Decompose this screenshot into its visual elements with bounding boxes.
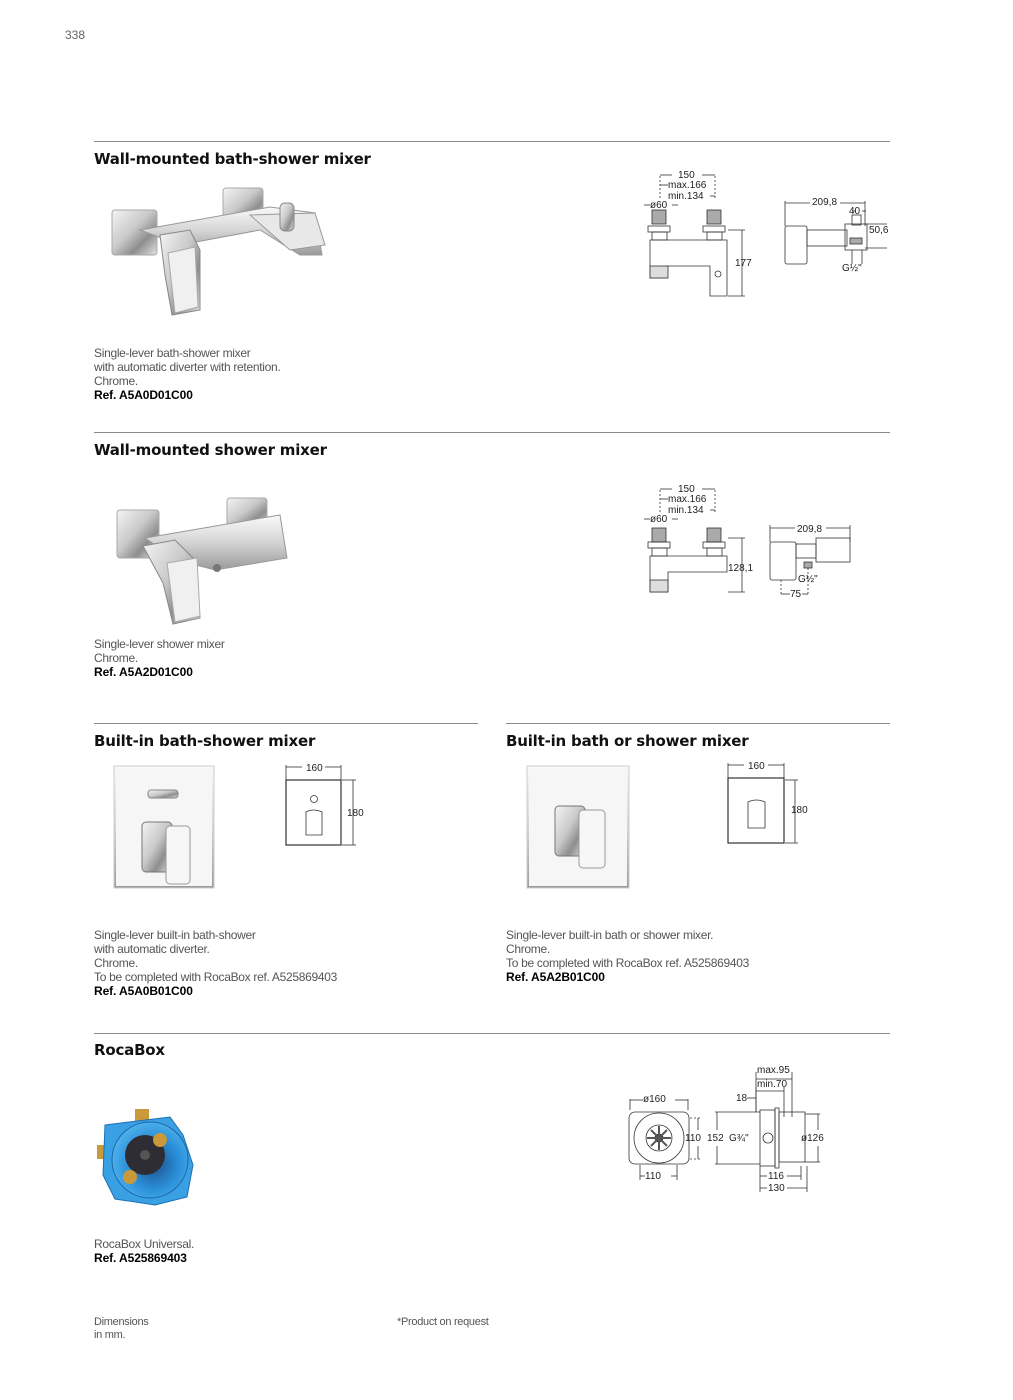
rocabox-image (95, 1105, 205, 1210)
dim-outlet: 75 (790, 589, 802, 600)
dim-inner-diameter: ø126 (801, 1133, 824, 1144)
desc-line: To be completed with RocaBox ref. A525869403 (94, 970, 337, 984)
builtin-bath-shower-image (110, 764, 220, 892)
dim-side-height: 110 (685, 1133, 701, 1144)
bath-shower-mixer-diagram (630, 168, 900, 300)
section-title: Wall-mounted bath-shower mixer (94, 150, 371, 168)
builtin-bath-shower-diagram (278, 760, 388, 855)
section-divider (94, 141, 890, 142)
dim-width: 150 (678, 484, 695, 495)
dim-diameter: ø60 (650, 514, 668, 525)
desc-line: Chrome. (506, 942, 550, 956)
dim-depth: 209,8 (797, 524, 823, 535)
product-ref: Ref. A5A0D01C00 (94, 388, 193, 402)
dim-min: min.134 (668, 505, 704, 516)
dim-height: 180 (791, 805, 808, 816)
page-number: 338 (65, 28, 86, 42)
product-description (506, 928, 846, 984)
desc-line: Single-lever bath-shower mixer (94, 346, 251, 360)
footer-line: Dimensions (94, 1316, 149, 1328)
footer-units (94, 1316, 148, 1342)
product-ref: Ref. A5A0B01C00 (94, 984, 193, 998)
dim-depth: 209,8 (812, 197, 838, 208)
dim-offset: 18 (736, 1093, 748, 1104)
section-divider (94, 432, 890, 433)
bath-shower-mixer-image (100, 175, 340, 320)
dim-thread: G½" (842, 263, 862, 274)
desc-line: To be completed with RocaBox ref. A525869403 (506, 956, 749, 970)
builtin-bath-or-shower-image (525, 764, 635, 892)
section-divider (94, 723, 478, 724)
desc-line: RocaBox Universal. (94, 1237, 194, 1251)
product-ref: Ref. A525869403 (94, 1251, 187, 1265)
product-description (94, 928, 414, 998)
dim-max: max.95 (757, 1065, 790, 1076)
desc-line: with automatic diverter with retention. (94, 360, 281, 374)
section-title: Wall-mounted shower mixer (94, 441, 327, 459)
dim-bottom-width: 110 (645, 1171, 661, 1182)
dim-height: 152 (707, 1133, 724, 1144)
dim-width: 160 (306, 763, 323, 774)
footer-line: in mm. (94, 1329, 126, 1341)
dim-min: min.70 (757, 1079, 788, 1090)
dim-depth1: 116 (768, 1171, 784, 1182)
desc-line: with automatic diverter. (94, 942, 210, 956)
section-divider (506, 723, 890, 724)
dim-height: 180 (347, 808, 364, 819)
dim-max: max.166 (668, 494, 707, 505)
dim-max: max.166 (668, 180, 707, 191)
product-ref: Ref. A5A2D01C00 (94, 665, 193, 679)
product-ref: Ref. A5A2B01C00 (506, 970, 605, 984)
footer-note: *Product on request (397, 1316, 489, 1328)
shower-mixer-diagram (630, 482, 900, 602)
desc-line: Single-lever shower mixer (94, 637, 225, 651)
dim-thread: G½" (798, 574, 818, 585)
dim-height: 128,1 (728, 563, 754, 574)
builtin-bath-or-shower-diagram (720, 758, 830, 853)
section-title: Built-in bath-shower mixer (94, 732, 316, 750)
section-title: RocaBox (94, 1041, 165, 1059)
dim-offset: 40 (849, 206, 861, 217)
dim-depth2: 130 (768, 1183, 785, 1194)
dim-side: 50,6 (869, 225, 889, 236)
dim-width: 160 (748, 761, 765, 772)
shower-mixer-image (105, 488, 305, 628)
dim-diameter: ø60 (650, 200, 668, 211)
product-description (94, 637, 414, 679)
desc-line: Chrome. (94, 651, 138, 665)
product-description (94, 1237, 414, 1265)
dim-diameter: ø160 (643, 1094, 666, 1105)
dim-height: 177 (735, 258, 752, 269)
dim-width: 150 (678, 170, 695, 181)
product-description (94, 346, 414, 402)
desc-line: Single-lever built-in bath or shower mixer. (506, 928, 714, 942)
desc-line: Chrome. (94, 956, 138, 970)
desc-line: Single-lever built-in bath-shower (94, 928, 256, 942)
section-title: Built-in bath or shower mixer (506, 732, 749, 750)
rocabox-diagram (615, 1062, 835, 1197)
desc-line: Chrome. (94, 374, 138, 388)
dim-min: min.134 (668, 191, 704, 202)
dim-thread: G¾" (729, 1133, 749, 1144)
section-divider (94, 1033, 890, 1034)
